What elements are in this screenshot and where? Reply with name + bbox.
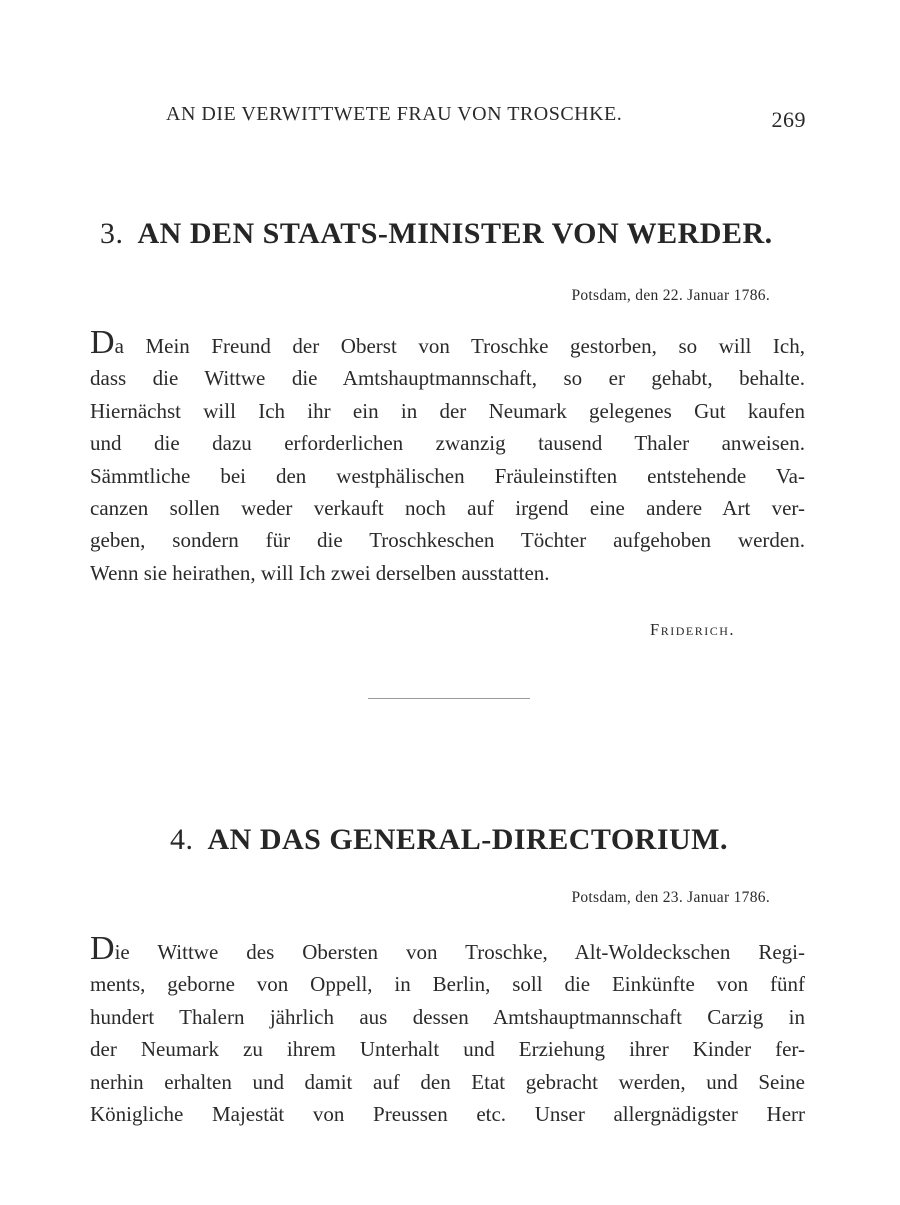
letter-line: Königliche Majestät von Preussen etc. Unser allergnädigster Herr bbox=[90, 1101, 805, 1126]
section-3-letter-body bbox=[90, 324, 805, 589]
letter-line: Die Wittwe des Obersten von Troschke, Alt-Woldeckschen Regi- bbox=[90, 930, 805, 967]
letter-line: Da Mein Freund der Oberst von Troschke gestorben, so will Ich, bbox=[90, 324, 805, 361]
signature: Friderich. bbox=[650, 620, 735, 639]
page-number: 269 bbox=[771, 107, 806, 132]
letter-line: und die dazu erforderlichen zwanzig tausend Thaler anweisen. bbox=[90, 431, 805, 456]
section-separator bbox=[368, 698, 530, 699]
letter-line: Hiernächst will Ich ihr ein in der Neumark gelegenes Gut kaufen bbox=[90, 398, 805, 423]
letter-line: Wenn sie heirathen, will Ich zwei derselben ausstatten. bbox=[90, 560, 550, 585]
letter-line: dass die Wittwe die Amtshauptmannschaft, so er gehabt, behalte. bbox=[90, 366, 805, 391]
letter-line: der Neumark zu ihrem Unterhalt und Erziehung ihrer Kinder fer- bbox=[90, 1037, 805, 1062]
letter-line: geben, sondern für die Troschkeschen Töchter aufgehoben werden. bbox=[90, 528, 805, 553]
section-3-dateline: Potsdam, den 22. Januar 1786. bbox=[571, 287, 770, 304]
section-3-title: AN DEN STAATS-MINISTER VON WERDER. bbox=[137, 217, 773, 250]
letter-line: hundert Thalern jährlich aus dessen Amtshauptmannschaft Carzig in bbox=[90, 1004, 805, 1029]
running-head bbox=[166, 103, 806, 133]
running-head-title: AN DIE VERWITTWETE FRAU VON TROSCHKE. bbox=[166, 103, 623, 125]
section-4-number: 4. bbox=[170, 823, 194, 856]
letter-line: ments, geborne von Oppell, in Berlin, soll die Einkünfte von fünf bbox=[90, 972, 805, 997]
letter-line: Sämmtliche bei den westphälischen Fräuleinstiften entstehende Va- bbox=[90, 463, 805, 488]
drop-cap: D bbox=[90, 930, 115, 967]
section-4-title: AN DAS GENERAL-DIRECTORIUM. bbox=[207, 823, 728, 856]
letter-line: canzen sollen weder verkauft noch auf irgend eine andere Art ver- bbox=[90, 495, 805, 520]
section-4-letter-body bbox=[90, 930, 805, 1130]
letter-line: nerhin erhalten und damit auf den Etat gebracht werden, und Seine bbox=[90, 1069, 805, 1094]
section-4-dateline: Potsdam, den 23. Januar 1786. bbox=[571, 889, 770, 906]
section-3-heading bbox=[100, 217, 773, 251]
drop-cap: D bbox=[90, 324, 115, 361]
section-4-heading bbox=[170, 823, 728, 857]
section-3-number: 3. bbox=[100, 217, 124, 250]
